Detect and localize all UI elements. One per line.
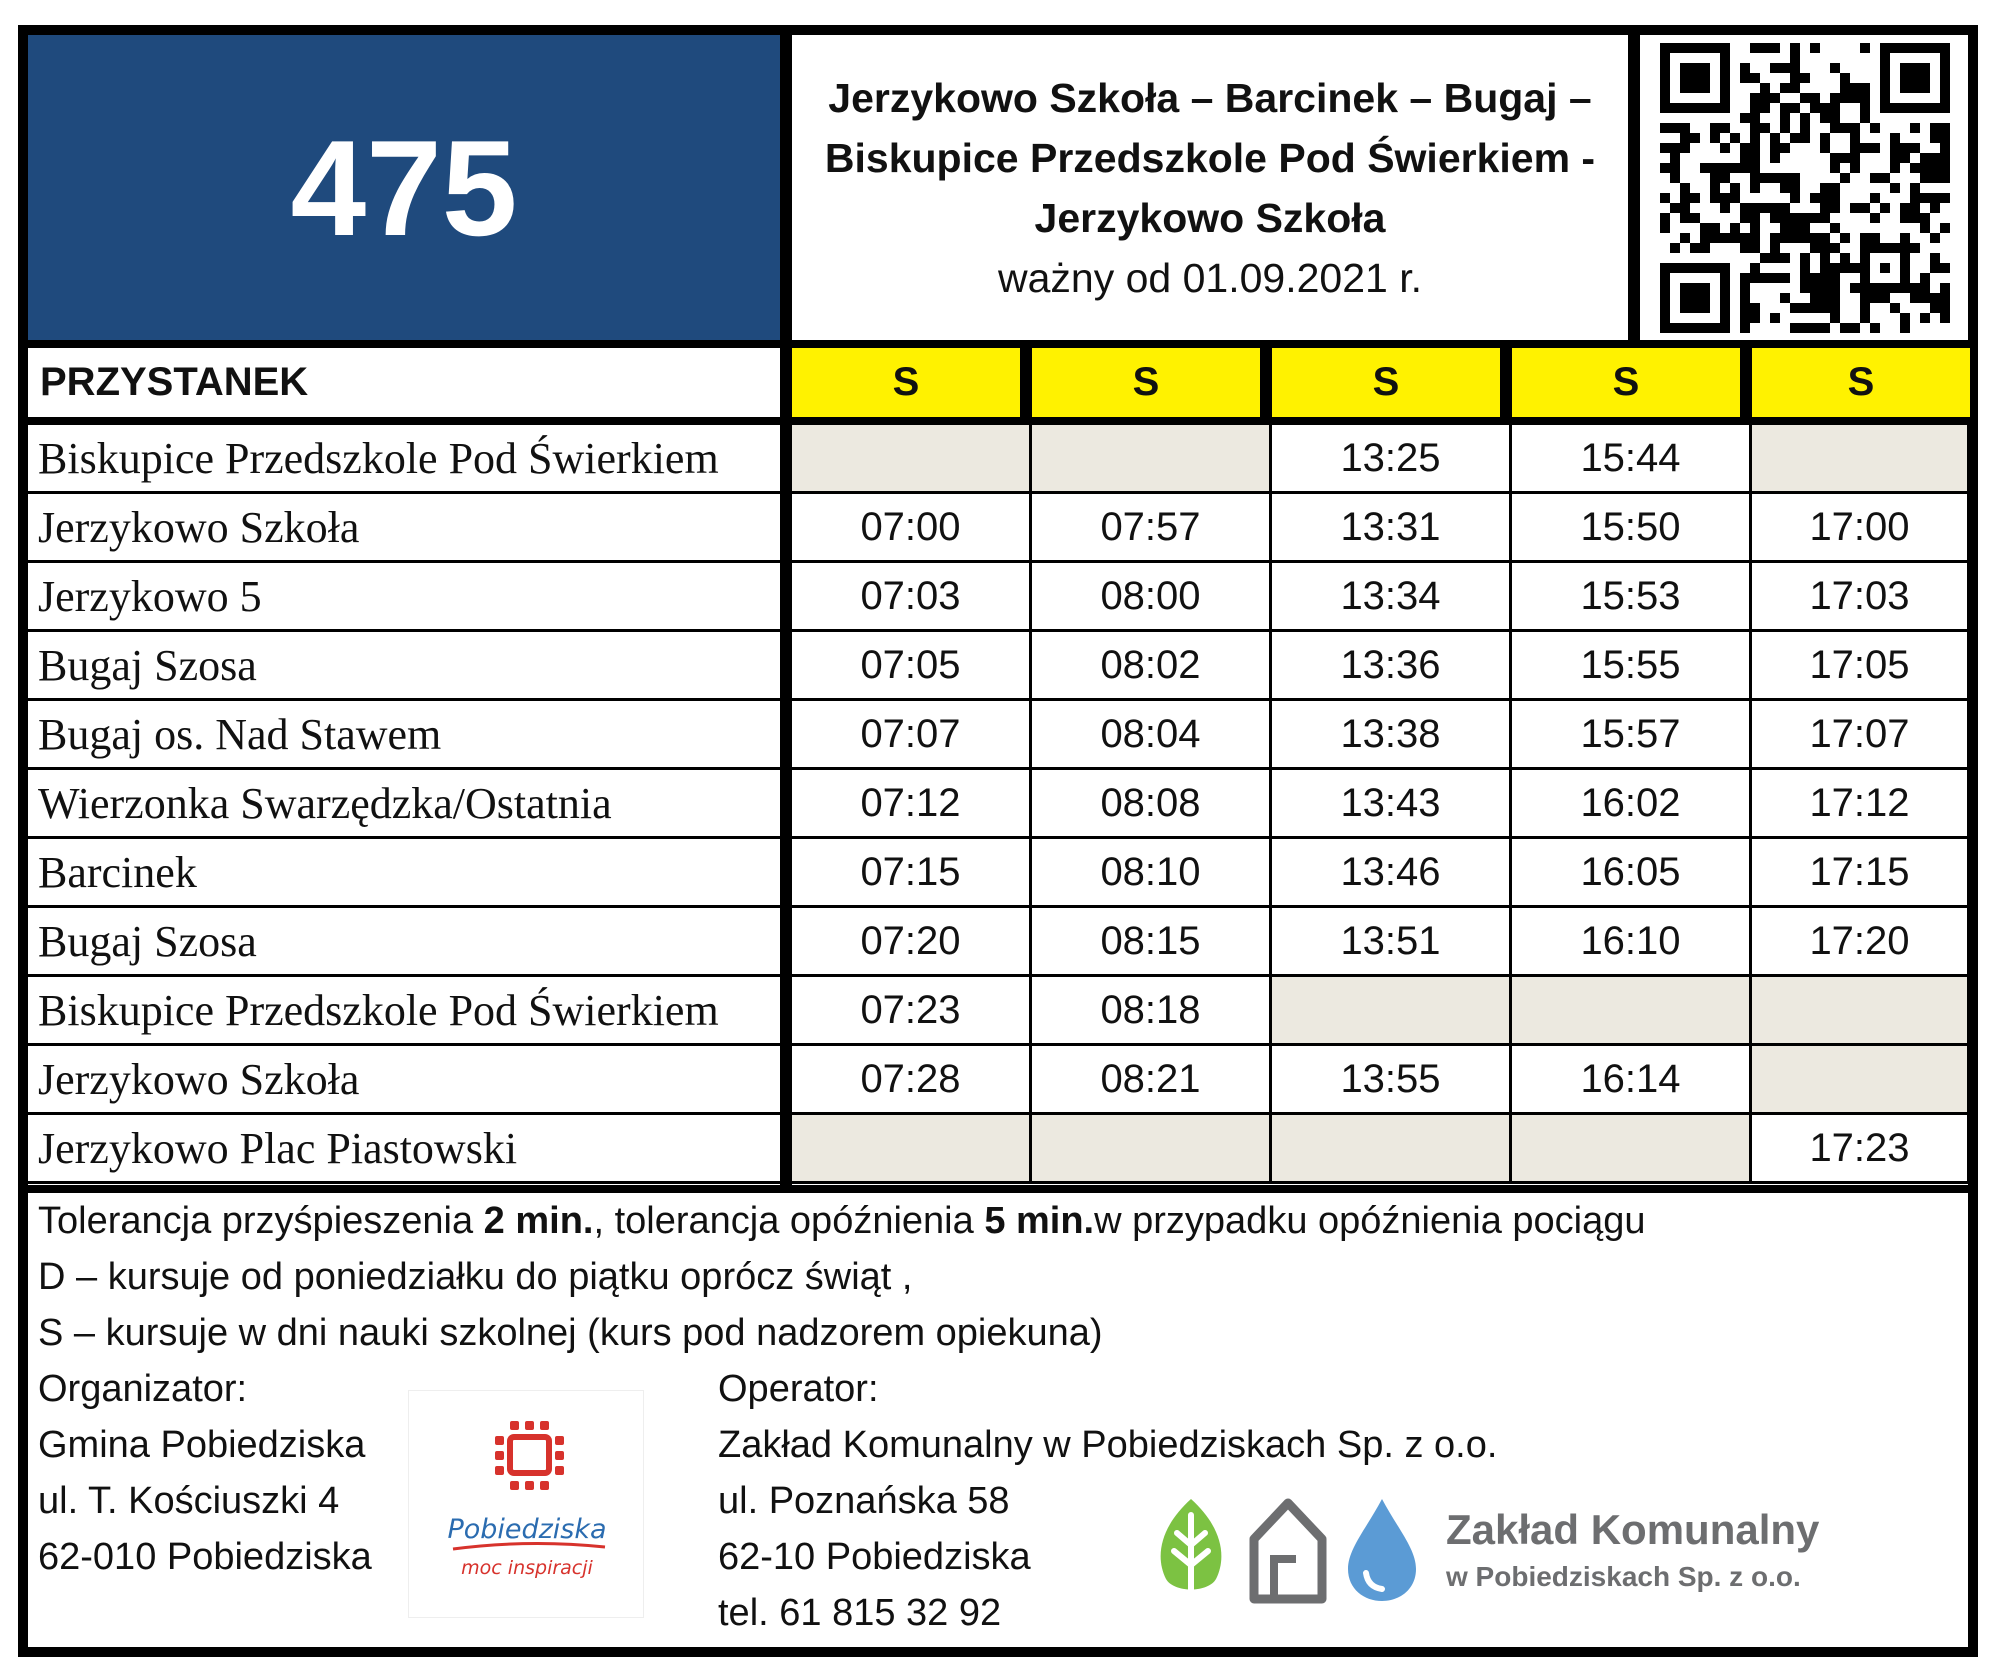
departure-time: 16:05 [1512,839,1752,908]
departure-time [1512,977,1752,1046]
operator-phone: tel. 61 815 32 92 [718,1592,1002,1634]
departure-time: 15:55 [1512,632,1752,701]
departure-time: 07:23 [792,977,1032,1046]
organizer-street: ul. T. Kościuszki 4 [38,1480,340,1522]
zk-logo [1150,1495,1940,1615]
departure-time: 13:51 [1272,908,1512,977]
departure-time: 13:46 [1272,839,1512,908]
departure-time: 16:02 [1512,770,1752,839]
departure-time: 08:08 [1032,770,1272,839]
departure-time [1512,1115,1752,1184]
stop-column-divider [780,348,792,1193]
tolerance-early: 2 min. [483,1200,594,1242]
stop-name: Jerzykowo 5 [28,563,780,632]
departure-time: 07:20 [792,908,1032,977]
departure-time: 16:14 [1512,1046,1752,1115]
organizer-block [38,1361,408,1585]
departure-time [1032,425,1272,494]
departure-time: 17:05 [1752,632,1970,701]
departure-time [1272,977,1512,1046]
stop-name: Jerzykowo Szkoła [28,494,780,563]
departure-time: 13:43 [1272,770,1512,839]
operator-street: ul. Poznańska 58 [718,1480,1010,1522]
departure-time: 08:21 [1032,1046,1272,1115]
stop-name: Barcinek [28,839,780,908]
stop-column-header: PRZYSTANEK [40,360,309,404]
divider [1500,348,1512,417]
logo-tagline: moc inspiracji [461,1557,593,1579]
course-header-3: S [1272,348,1500,417]
pobiedziska-logo-icon [409,1391,645,1619]
departure-time: 07:00 [792,494,1032,563]
departure-time: 08:18 [1032,977,1272,1046]
course-header-1: S [792,348,1020,417]
departure-time [1032,1115,1272,1184]
departure-time: 17:15 [1752,839,1970,908]
tolerance-prefix: Tolerancja przyśpieszenia [38,1200,484,1242]
departure-time: 08:00 [1032,563,1272,632]
legend-d: D – kursuje od poniedziałku do piątku oprócz świąt , [38,1256,913,1298]
departure-time: 07:05 [792,632,1032,701]
departure-time: 13:25 [1272,425,1512,494]
course-header-5: S [1752,348,1970,417]
departure-time: 07:28 [792,1046,1032,1115]
departure-time [792,1115,1032,1184]
departure-time: 16:10 [1512,908,1752,977]
house-icon [1248,1495,1328,1605]
stop-name: Biskupice Przedszkole Pod Świerkiem [28,425,780,494]
tolerance-note [38,1193,1938,1249]
departure-time: 07:15 [792,839,1032,908]
organizer-name: Gmina Pobiedziska [38,1424,366,1466]
course-header-4: S [1512,348,1740,417]
departure-time: 17:20 [1752,908,1970,977]
divider [1020,348,1032,417]
departure-time: 07:57 [1032,494,1272,563]
logo-text: Pobiedziska [447,1514,607,1545]
route-title-box [792,35,1628,340]
departure-time: 08:02 [1032,632,1272,701]
route-number: 475 [28,35,780,340]
departure-time: 15:50 [1512,494,1752,563]
organizer-city: 62-010 Pobiedziska [38,1536,372,1578]
departure-time [792,425,1032,494]
operator-name: Zakład Komunalny w Pobiedziskach Sp. z o.o. [718,1424,1498,1466]
stop-name: Bugaj Szosa [28,632,780,701]
departure-time: 17:07 [1752,701,1970,770]
departure-time: 17:00 [1752,494,1970,563]
stop-name: Jerzykowo Plac Piastowski [28,1115,780,1184]
departure-time: 13:34 [1272,563,1512,632]
departure-time [1752,977,1970,1046]
legend-s: S – kursuje w dni nauki szkolnej (kurs pod nadzorem opiekuna) [38,1312,1103,1354]
departure-time: 13:55 [1272,1046,1512,1115]
departure-time: 07:03 [792,563,1032,632]
departure-time: 13:36 [1272,632,1512,701]
stop-name: Bugaj Szosa [28,908,780,977]
leaf-icon [1150,1495,1232,1605]
departure-time [1272,1115,1512,1184]
zk-logo-subtitle: w Pobiedziskach Sp. z o.o. [1446,1561,1801,1592]
route-title-line-3: Jerzykowo Szkoła [1034,194,1386,241]
route-title-line-1: Jerzykowo Szkoła – Barcinek – Bugaj – [828,74,1592,121]
course-header-2: S [1032,348,1260,417]
departure-time: 15:44 [1512,425,1752,494]
departure-time [1752,1046,1970,1115]
departure-time: 07:07 [792,701,1032,770]
stop-name: Bugaj os. Nad Stawem [28,701,780,770]
departure-time: 17:12 [1752,770,1970,839]
valid-from: ważny od 01.09.2021 r. [998,254,1422,301]
qr-code-box[interactable] [1640,35,1970,340]
departure-time [1752,425,1970,494]
departure-time: 17:03 [1752,563,1970,632]
divider [28,340,1970,348]
departure-time: 08:10 [1032,839,1272,908]
divider [28,1185,1970,1193]
tolerance-suffix: w przypadku opóźnienia pociągu [1094,1200,1646,1242]
route-title-line-2: Biskupice Przedszkole Pod Świerkiem - [824,134,1596,181]
departure-time: 08:15 [1032,908,1272,977]
departure-time: 07:12 [792,770,1032,839]
stop-name: Biskupice Przedszkole Pod Świerkiem [28,977,780,1046]
departure-time: 13:38 [1272,701,1512,770]
operator-label: Operator: [718,1368,879,1410]
departure-time: 15:53 [1512,563,1752,632]
stop-name: Wierzonka Swarzędzka/Ostatnia [28,770,780,839]
stop-name: Jerzykowo Szkoła [28,1046,780,1115]
departure-time: 17:23 [1752,1115,1970,1184]
pobiedziska-logo [408,1390,644,1618]
divider [1740,348,1752,417]
tolerance-late: 5 min. [984,1200,1095,1242]
notes [38,1193,1938,1361]
departure-time: 08:04 [1032,701,1272,770]
divider [780,35,792,340]
qr-code-icon[interactable] [1660,43,1950,333]
operator-city: 62-10 Pobiedziska [718,1536,1031,1578]
water-drop-icon [1344,1495,1420,1605]
departure-time: 15:57 [1512,701,1752,770]
organizer-label: Organizator: [38,1368,248,1410]
divider [1628,35,1640,340]
divider [28,417,1970,425]
tolerance-middle: , tolerancja opóźnienia [593,1200,985,1242]
zk-logo-title: Zakład Komunalny [1446,1506,1820,1553]
divider [1260,348,1272,417]
departure-time: 13:31 [1272,494,1512,563]
